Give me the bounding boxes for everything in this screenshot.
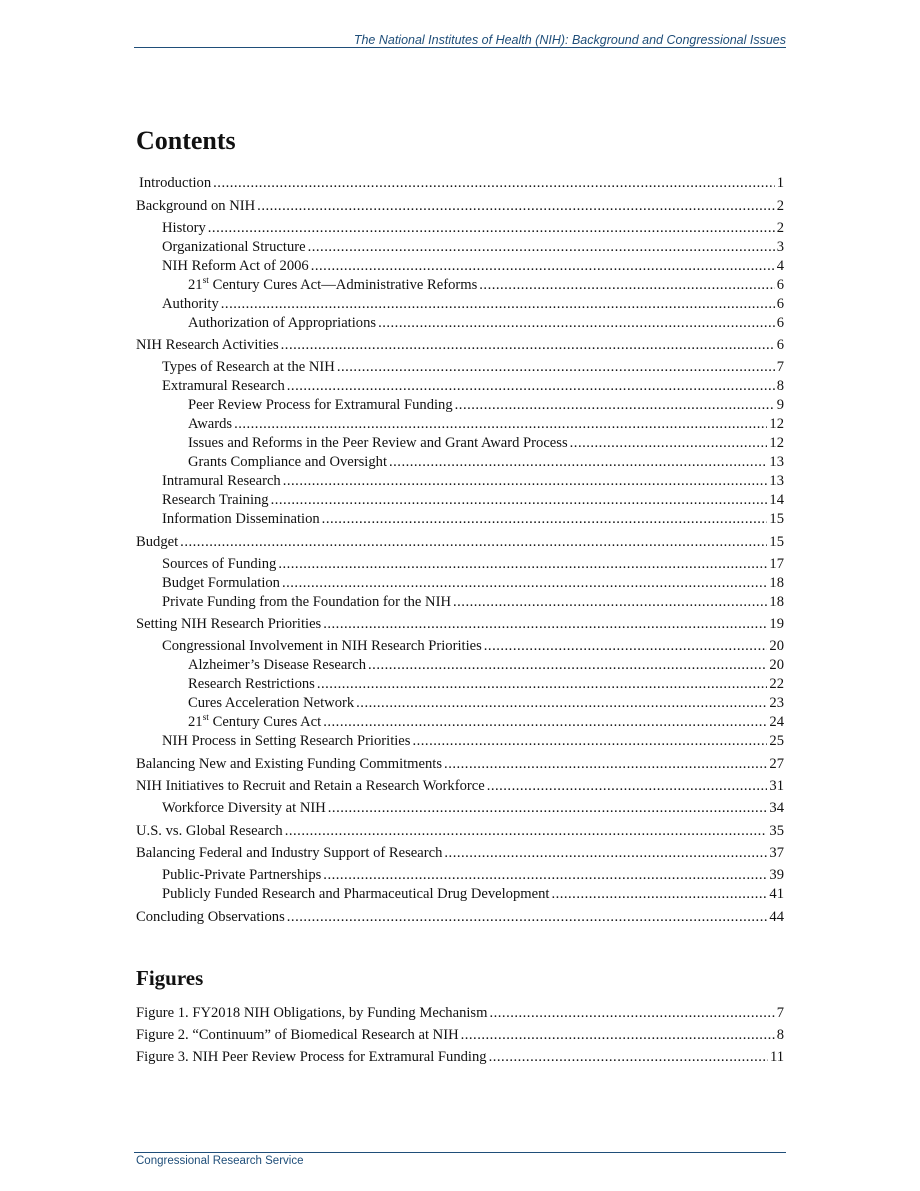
toc-label: Research Training [162, 492, 269, 508]
toc-label: NIH Reform Act of 2006 [162, 257, 309, 274]
dot-leader [453, 593, 767, 612]
toc-page-number: 13 [769, 454, 784, 470]
running-header: The National Institutes of Health (NIH): Background and Congressional Issues [353, 33, 786, 47]
toc-entry-federal-industry-support[interactable] [136, 844, 784, 863]
toc-label: Awards [188, 416, 233, 432]
toc-label: Balancing New and Existing Funding Commitments [136, 755, 443, 772]
toc-page-number: 17 [769, 555, 784, 572]
toc-label: Balancing Federal and Industry Support of Research [136, 845, 443, 861]
toc-label: Research Restrictions [188, 676, 315, 692]
toc-entry-nih-reform-act[interactable] [136, 257, 784, 276]
toc-label-ordinal: st [202, 275, 209, 286]
toc-label: Introduction [139, 175, 212, 191]
toc-label: Authority [162, 295, 219, 312]
toc-page-number: 9 [776, 397, 784, 413]
toc-entry-publicly-funded-research[interactable] [136, 885, 784, 904]
toc-entry-nih-process-priorities[interactable] [136, 732, 784, 751]
dot-leader [234, 415, 767, 434]
dot-leader [257, 197, 775, 216]
toc-label: Intramural Research [162, 473, 281, 489]
toc-page-number: 11 [769, 1049, 784, 1065]
toc-page-number: 13 [769, 473, 784, 489]
toc-entry-figure-1[interactable] [136, 1004, 784, 1023]
dot-leader [444, 755, 767, 774]
toc-label [188, 713, 321, 732]
dot-leader [271, 491, 768, 510]
dot-leader [368, 656, 767, 675]
dot-leader [412, 732, 767, 751]
toc-entry-concluding-observations[interactable] [136, 908, 784, 927]
dot-leader [281, 336, 775, 355]
dot-leader [487, 777, 768, 796]
toc-label: Public-Private Partnerships [162, 867, 322, 883]
toc-label: Figure 1. FY2018 NIH Obligations, by Funding Mechanism [136, 1005, 488, 1021]
contents-list [136, 174, 784, 927]
toc-label-number: 21 [188, 276, 203, 293]
toc-label: NIH Research Activities [136, 337, 279, 353]
toc-label: Publicly Funded Research and Pharmaceutical Drug Development [162, 886, 550, 902]
toc-entry-research-restrictions[interactable] [136, 675, 784, 694]
toc-page-number: 2 [776, 219, 784, 236]
toc-entry-budget-formulation[interactable] [136, 574, 784, 593]
toc-entry-workforce-initiatives[interactable] [136, 777, 784, 796]
dot-leader [551, 885, 767, 904]
toc-page-number: 37 [769, 845, 784, 861]
toc-label: Information Dissemination [162, 511, 320, 527]
toc-page-number: 35 [769, 822, 784, 839]
toc-label: Figure 2. “Continuum” of Biomedical Research at NIH [136, 1027, 459, 1043]
toc-page-number: 12 [769, 435, 784, 451]
figures-list [136, 1004, 784, 1067]
toc-page-number: 44 [769, 908, 784, 925]
toc-page-number: 25 [769, 733, 784, 749]
toc-entry-figure-2[interactable] [136, 1026, 784, 1045]
dot-leader [337, 358, 775, 377]
dot-leader [489, 1048, 768, 1067]
dot-leader [479, 276, 774, 295]
toc-page-number: 39 [769, 867, 784, 883]
toc-page-number: 20 [769, 638, 784, 654]
toc-label [188, 276, 477, 295]
toc-page-number: 22 [769, 676, 784, 692]
toc-entry-peer-review-process[interactable] [136, 396, 784, 415]
toc-entry-extramural-research[interactable] [136, 377, 784, 396]
toc-label: Types of Research at the NIH [162, 359, 335, 375]
toc-label-number: 21 [188, 714, 203, 730]
toc-entry-types-of-research[interactable] [136, 358, 784, 377]
toc-label: History [162, 219, 206, 236]
toc-label: Congressional Involvement in NIH Research Priorities [162, 638, 482, 654]
toc-entry-sources-of-funding[interactable] [136, 555, 784, 574]
toc-entry-nih-research-activities[interactable] [136, 336, 784, 355]
toc-label: NIH Process in Setting Research Priorities [162, 733, 411, 749]
toc-label: NIH Initiatives to Recruit and Retain a Research Workforce [136, 778, 485, 794]
footer-publisher: Congressional Research Service [136, 1155, 304, 1167]
dot-leader [570, 434, 768, 453]
figures-heading: Figures [136, 966, 204, 990]
dot-leader [208, 219, 775, 238]
toc-page-number: 6 [776, 295, 784, 312]
dot-leader [356, 694, 767, 713]
toc-label: Workforce Diversity at NIH [162, 800, 326, 816]
toc-label: Budget Formulation [162, 574, 280, 591]
toc-page-number: 19 [769, 616, 784, 632]
dot-leader [389, 453, 767, 472]
toc-entry-grants-compliance[interactable] [136, 453, 784, 472]
toc-entry-alzheimers-research[interactable] [136, 656, 784, 675]
toc-entry-workforce-diversity[interactable] [136, 799, 784, 818]
dot-leader [328, 799, 768, 818]
dot-leader [444, 844, 767, 863]
toc-page-number: 34 [769, 800, 784, 816]
toc-label: Background on NIH [136, 197, 256, 214]
toc-page-number: 1 [776, 175, 784, 191]
toc-label: U.S. vs. Global Research [136, 822, 283, 839]
toc-page-number: 8 [776, 1027, 784, 1043]
toc-page-number: 6 [776, 314, 784, 331]
toc-entry-organizational-structure[interactable] [136, 238, 784, 257]
toc-page-number: 6 [776, 276, 784, 293]
toc-entry-awards[interactable] [136, 415, 784, 434]
toc-page-number: 18 [769, 574, 784, 591]
dot-leader [180, 533, 767, 552]
toc-page-number: 18 [769, 593, 784, 610]
toc-page-number: 15 [769, 511, 784, 527]
toc-label: Issues and Reforms in the Peer Review and Grant Award Process [188, 435, 568, 451]
dot-leader [308, 238, 775, 257]
dot-leader [455, 396, 775, 415]
dot-leader [278, 555, 767, 574]
dot-leader [221, 295, 775, 314]
dot-leader [287, 377, 775, 396]
dot-leader [322, 510, 768, 529]
dot-leader [213, 174, 775, 193]
toc-page-number: 14 [769, 492, 784, 508]
toc-page-number: 27 [769, 755, 784, 772]
toc-label-rest: Century Cures Act [208, 714, 322, 730]
toc-page-number: 15 [769, 533, 784, 550]
toc-entry-research-training[interactable] [136, 491, 784, 510]
toc-label: Alzheimer’s Disease Research [188, 657, 367, 673]
dot-leader [285, 822, 768, 841]
toc-page-number: 31 [769, 778, 784, 794]
toc-page-number: 23 [769, 695, 784, 711]
toc-page-number: 24 [769, 714, 784, 730]
toc-entry-information-dissemination[interactable] [136, 510, 784, 529]
toc-entry-private-funding[interactable] [136, 593, 784, 612]
dot-leader [317, 675, 768, 694]
toc-label: Budget [136, 533, 179, 550]
dot-leader [283, 472, 768, 491]
toc-label: Private Funding from the Foundation for the NIH [162, 593, 451, 610]
dot-leader [484, 637, 768, 656]
toc-entry-balancing-funding-commitments[interactable] [136, 755, 784, 774]
dot-leader [323, 615, 767, 634]
toc-label: Peer Review Process for Extramural Funding [188, 397, 453, 413]
toc-page-number: 7 [776, 359, 784, 375]
toc-entry-introduction[interactable] [136, 174, 784, 193]
dot-leader [489, 1004, 774, 1023]
toc-page-number: 7 [776, 1005, 784, 1021]
toc-label: Concluding Observations [136, 908, 285, 925]
toc-page-number: 4 [776, 257, 784, 274]
toc-entry-setting-research-priorities[interactable] [136, 615, 784, 634]
toc-entry-cures-act[interactable] [136, 713, 784, 732]
contents-heading: Contents [136, 126, 236, 155]
toc-entry-cures-act-admin-reforms[interactable] [136, 276, 784, 295]
toc-page-number: 41 [769, 886, 784, 902]
dot-leader [378, 314, 775, 333]
header-rule [134, 47, 786, 48]
toc-label-rest: Century Cures Act—Administrative Reforms [208, 276, 478, 293]
toc-page-number: 6 [776, 337, 784, 353]
toc-entry-background-on-nih[interactable] [136, 197, 784, 216]
dot-leader [461, 1026, 775, 1045]
dot-leader [323, 866, 767, 885]
toc-label: Authorization of Appropriations [188, 314, 377, 331]
toc-label: Organizational Structure [162, 238, 306, 255]
toc-page-number: 8 [776, 378, 784, 394]
toc-entry-figure-3[interactable] [136, 1048, 784, 1067]
dot-leader [323, 713, 767, 732]
toc-label: Sources of Funding [162, 555, 277, 572]
toc-entry-public-private-partnerships[interactable] [136, 866, 784, 885]
dot-leader [311, 257, 775, 276]
toc-label: Cures Acceleration Network [188, 695, 355, 711]
toc-entry-congressional-involvement[interactable] [136, 637, 784, 656]
toc-label-ordinal: st [202, 713, 209, 724]
toc-page-number: 12 [769, 416, 784, 432]
toc-label: Extramural Research [162, 378, 285, 394]
dot-leader [282, 574, 767, 593]
toc-entry-intramural-research[interactable] [136, 472, 784, 491]
toc-entry-history[interactable] [136, 219, 784, 238]
dot-leader [287, 908, 768, 927]
toc-label: Grants Compliance and Oversight [188, 454, 387, 470]
toc-entry-issues-and-reforms[interactable] [136, 434, 784, 453]
footer-rule [134, 1152, 786, 1153]
toc-entry-authorization-of-appropriations[interactable] [136, 314, 784, 333]
toc-entry-us-vs-global[interactable] [136, 822, 784, 841]
toc-entry-authority[interactable] [136, 295, 784, 314]
toc-page-number: 2 [776, 197, 784, 214]
toc-page-number: 3 [776, 238, 784, 255]
toc-label: Figure 3. NIH Peer Review Process for Extramural Funding [136, 1049, 487, 1065]
toc-label: Setting NIH Research Priorities [136, 616, 322, 632]
toc-page-number: 20 [769, 657, 784, 673]
toc-entry-budget[interactable] [136, 533, 784, 552]
toc-entry-cures-acceleration-network[interactable] [136, 694, 784, 713]
